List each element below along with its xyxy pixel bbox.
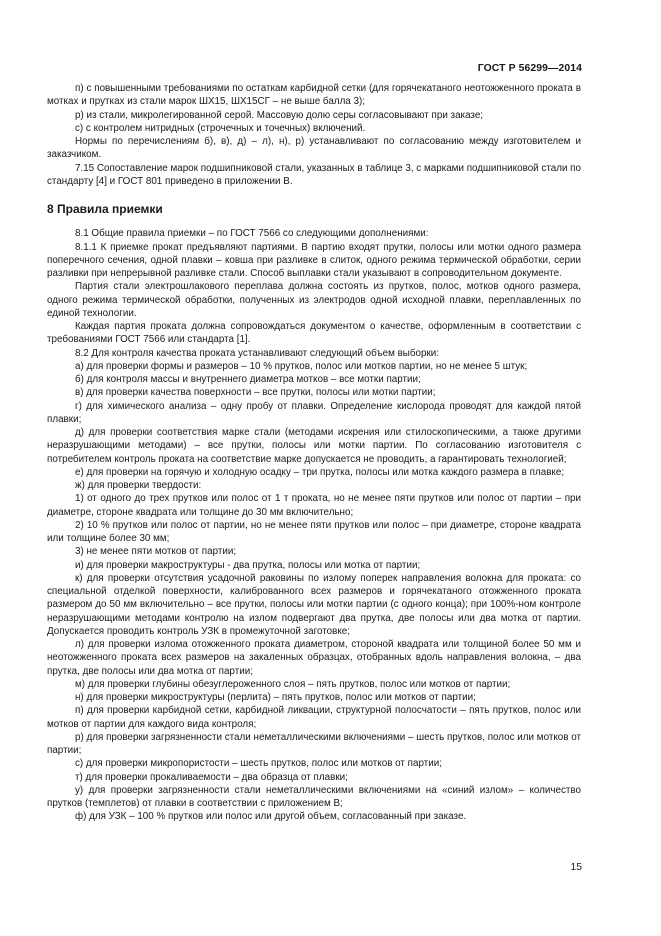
section-title: 8 Правила приемки xyxy=(47,202,163,216)
list-item: б) для контроля массы и внутреннего диаметра мотков – все мотки партии; xyxy=(75,374,421,385)
document-body xyxy=(47,82,581,824)
list-item: с) для проверки микропористости – шесть прутков, полос или мотков от партии; xyxy=(75,758,442,770)
list-item: 2) 10 % прутков или полос от партии, но не менее пяти прутков или полос – при диаметре, стороне квадрата или толщине более 30 мм; xyxy=(47,519,581,544)
list-item: е) для проверки на горячую и холодную осадку – три прутка, полосы или мотка каждого размера в плавке; xyxy=(75,466,565,478)
paragraph: с) с контролем нитридных (строчечных и точечных) включений. xyxy=(75,122,366,134)
list-item: ф) для УЗК – 100 % прутков или полос или другой объем, согласованный при заказе. xyxy=(75,811,467,823)
paragraph: 7.15 Сопоставление марок подшипниковой стали, указанных в таблице 3, с марками подшипниковой стали по стандарту [4] и ГОСТ 801 приведено в приложении В. xyxy=(47,162,581,187)
paragraph: Нормы по перечислениям б), в), д) – л), н), р) устанавливают по согласованию между изготовителем и заказчиком. xyxy=(47,136,581,161)
page-number: 15 xyxy=(570,862,582,873)
list-item: ж) для проверки твердости: xyxy=(75,480,202,491)
document-code-header: ГОСТ Р 56299—2014 xyxy=(477,63,582,74)
paragraph: 8.2 Для контроля качества проката устанавливают следующий объем выборки: xyxy=(75,347,440,359)
list-item: т) для проверки прокаливаемости – два образца от плавки; xyxy=(75,771,348,783)
paragraph: Партия стали электрошлакового переплава должна состоять из прутков, полос, мотков одного размера, одного режима термической обработки, полученных из электродов одной исходной плавки, переплавленных по единой технологии. xyxy=(47,281,581,319)
list-item: и) для проверки макроструктуры - два прутка, полосы или мотка от партии; xyxy=(75,559,421,571)
list-item: п) для проверки карбидной сетки, карбидной ликвации, структурной полосчатости – пять прутков, полос или мотков от партии для каждого вида контроля; xyxy=(47,705,581,730)
list-item: к) для проверки отсутствия усадочной раковины по излому поперек направления волокна для проката: со специальной отделкой поверхности, калиброванного всех размеров и горячекатаного отожженного проката размером до 50 мм включительно – все прутки, полосы или мотки партии (с одного конца); при 100%-ном контроле неразрушающими методами контролю на излом подвергают два прутка, две полосы или два мотка от партии. Допускается проводить контроль УЗК в промежуточной заготовке; xyxy=(47,572,581,637)
list-item: г) для химического анализа – одну пробу от плавки. Определение кислорода проводят для каждой пятой плавки; xyxy=(47,400,581,425)
paragraph: п) с повышенными требованиями по остаткам карбидной сетки (для горячекатаного неотожженного проката в мотках и прутках из стали марок ШХ15, ШХ15СГ – не выше балла 3); xyxy=(47,83,581,108)
list-item: р) для проверки загрязненности стали неметаллическими включениями – шесть прутков, полос или мотков от партии; xyxy=(47,731,581,756)
list-item: 3) не менее пяти мотков от партии; xyxy=(75,546,237,558)
list-item: в) для проверки качества поверхности – все прутки, полосы или мотки партии; xyxy=(75,387,436,399)
paragraph: 8.1 Общие правила приемки – по ГОСТ 7566 со следующими дополнениями: xyxy=(75,228,429,240)
paragraph: 8.1.1 К приемке прокат предъявляют партиями. В партию входят прутки, полосы или мотки одного размера поперечного сечения, одной плавки – ковша при разливке в слиток, одного режима термической обработки, серии разливки при непрерывной разливке стали. Способ выплавки стали указывают в сопроводительном документе. xyxy=(47,241,581,279)
list-item: 1) от одного до трех прутков или полос от 1 т проката, но не менее пяти прутков или полос от партии – при диаметре, стороне квадрата или толщине до 30 мм включительно; xyxy=(47,493,581,518)
list-item: д) для проверки соответствия марке стали (методами искрения или стилоскопическими, а также другими неразрушающими методами) – все прутки, полосы или мотки партии. По согласованию изготовителя с потребителем контроль проката на соответствие марке допускается не проводить, а гарантировать технологией; xyxy=(47,427,581,465)
list-item: у) для проверки загрязненности стали неметаллическими включениями на «синий излом» – количество прутков (темплетов) от плавки в соответствии с приложением В; xyxy=(47,784,581,809)
list-item: м) для проверки глубины обезуглероженного слоя – пять прутков, полос или мотков от партии; xyxy=(75,678,511,690)
paragraph: р) из стали, микролегированной серой. Массовую долю серы согласовывают при заказе; xyxy=(75,109,484,121)
list-item: а) для проверки формы и размеров – 10 % прутков, полос или мотков партии, но не менее 5 штук; xyxy=(75,360,528,372)
paragraph: Каждая партия проката должна сопровождаться документом о качестве, оформленным в соответствии с требованиями ГОСТ 7566 или стандарта [1]. xyxy=(47,321,581,346)
list-item: л) для проверки излома отожженного проката диаметром, стороной квадрата или толщиной более 50 мм и неотожженного проката всех размеров на закаленных образцах, отобранных вдоль направления волокна, – два прутка, две полосы или два мотка от партии; xyxy=(47,639,581,677)
list-item: н) для проверки микроструктуры (перлита) – пять прутков, полос или мотков от партии; xyxy=(75,692,476,703)
